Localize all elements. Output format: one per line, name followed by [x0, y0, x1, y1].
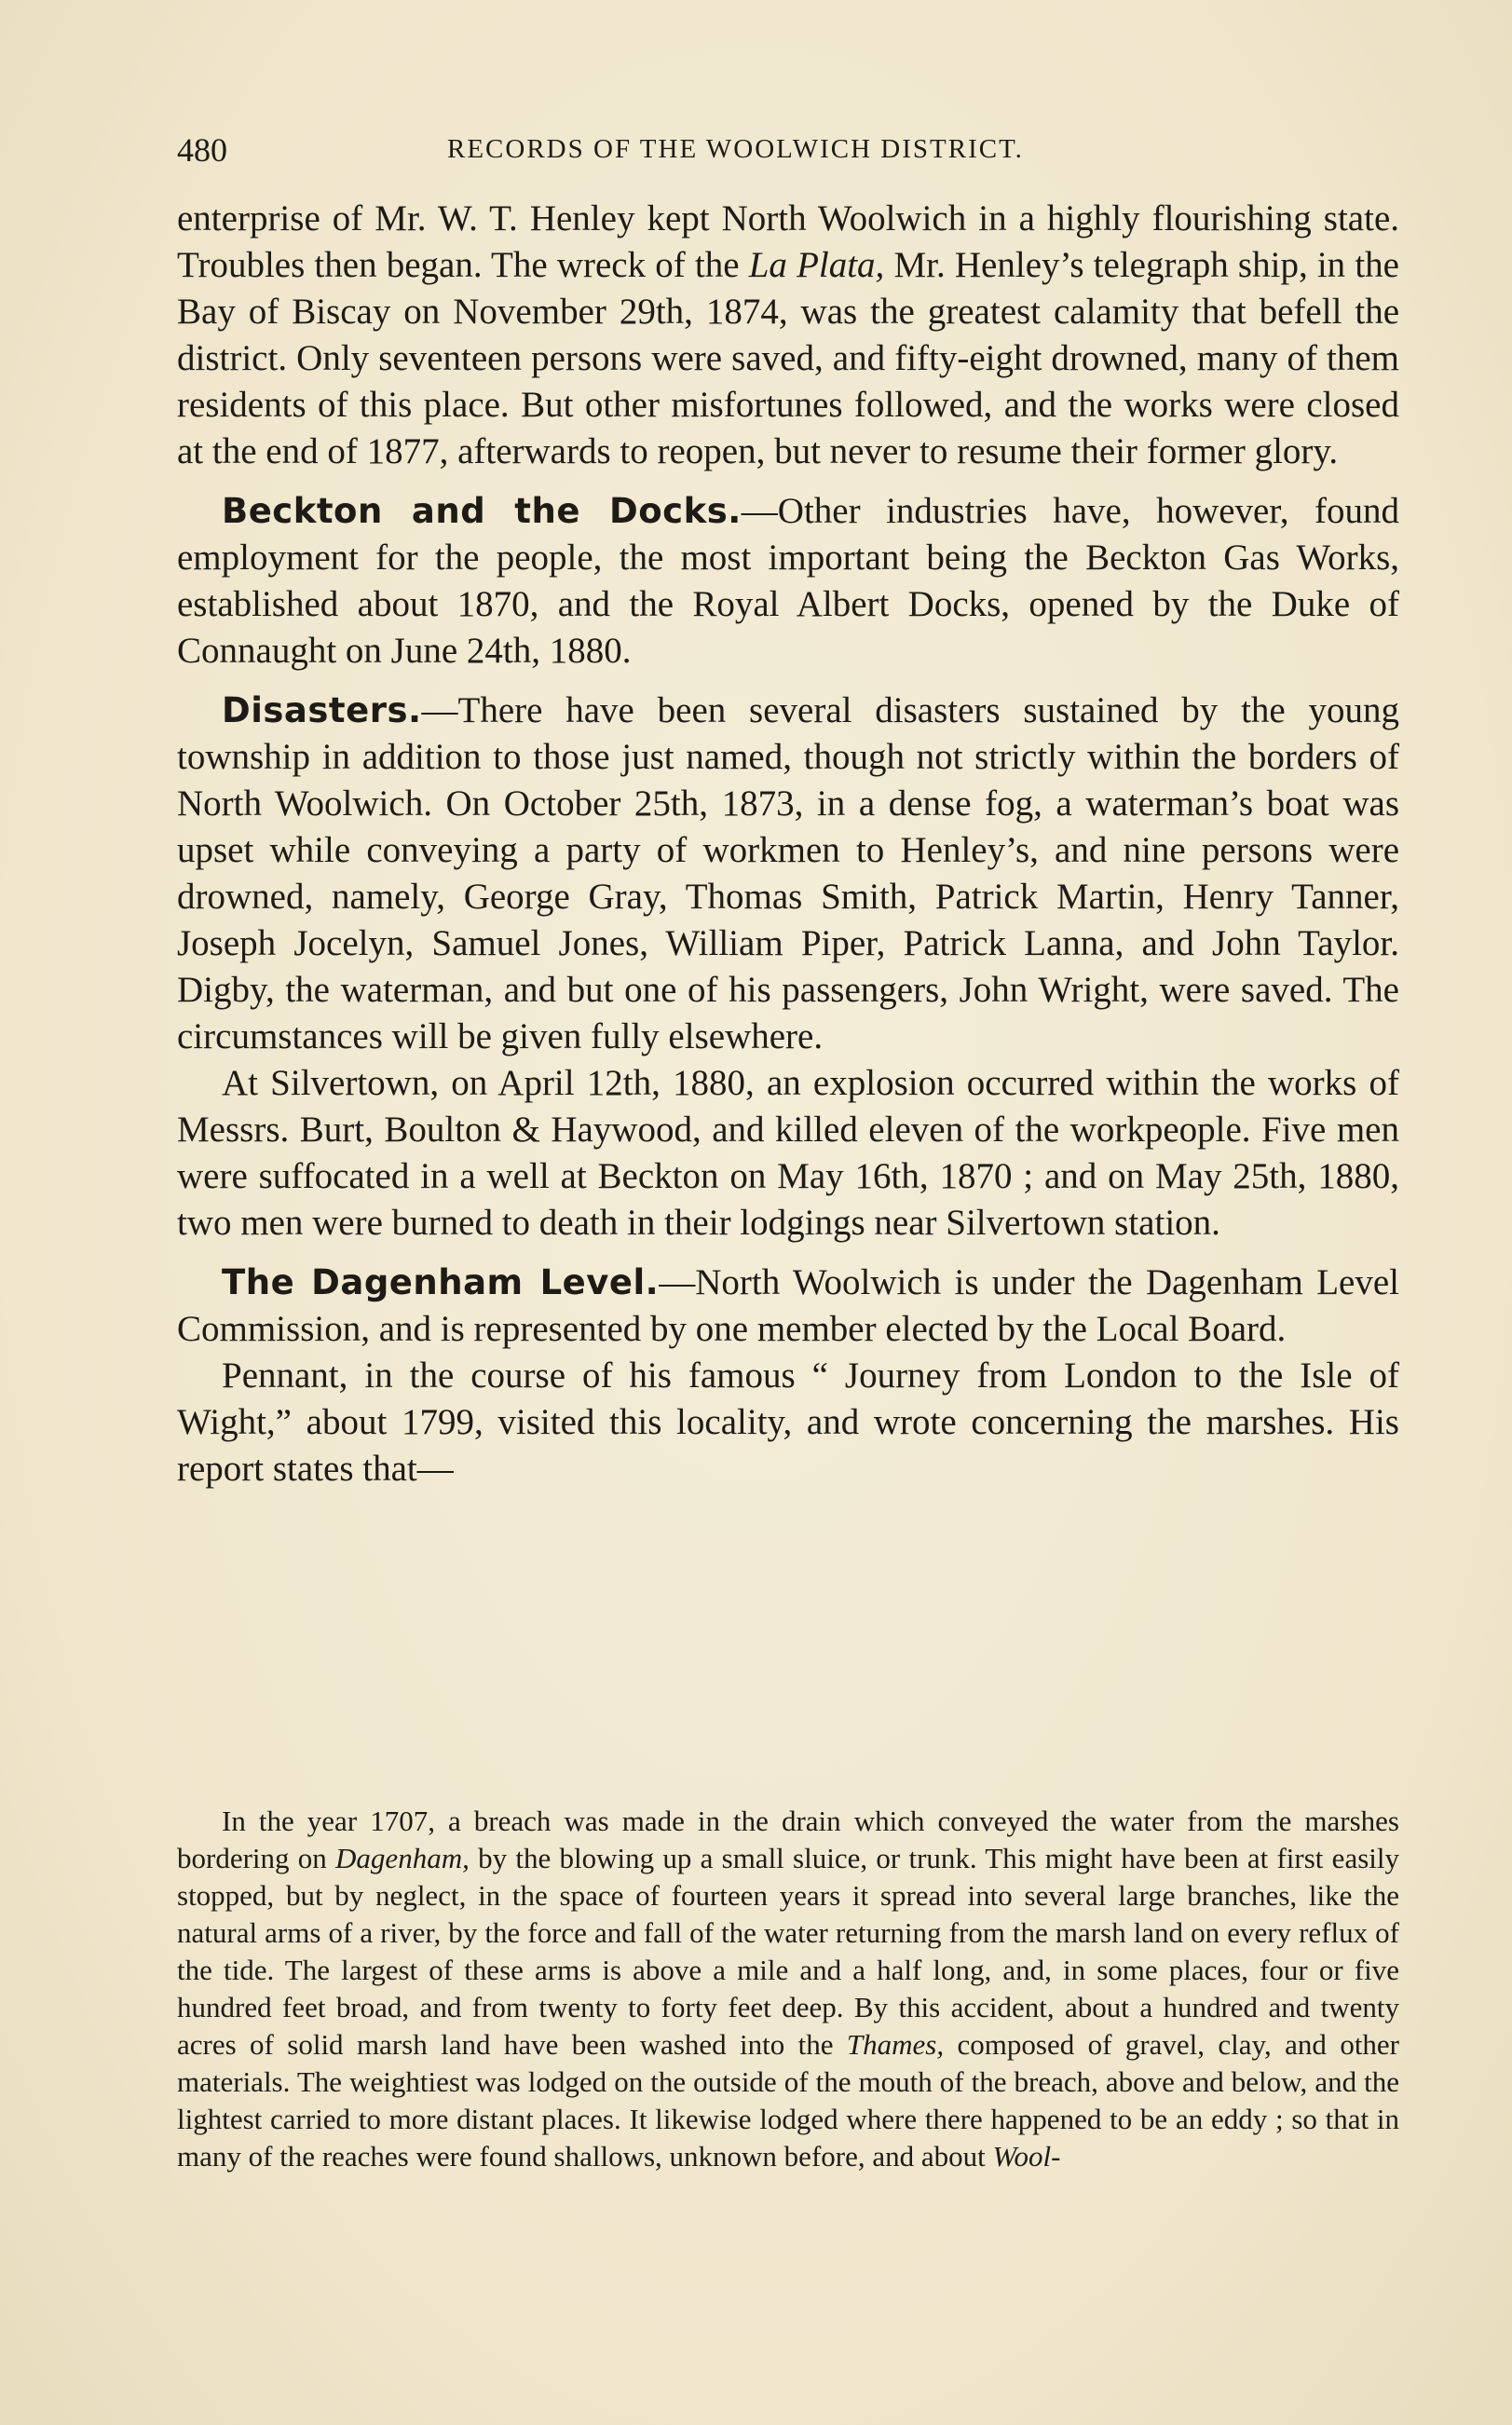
paragraph-beckton: Beckton and the Docks.—Other industries have, however, found employment for the people, the most important being the Beckton Gas Works, established about 1870, and the Royal Albert Docks, opened by the Duke of Connaught on June 24th, 1880.: [177, 491, 1399, 671]
place-name-thames: Thames,: [846, 2028, 945, 2061]
paragraph-dagenham: The Dagenham Level.—North Woolwich is under the Dagenham Level Commission, and is represented by one member elected by the Local Board.: [177, 1262, 1399, 1349]
place-name-wool: Wool-: [992, 2140, 1061, 2173]
page-number: 480: [177, 131, 227, 169]
section-heading-beckton: Beckton and the Docks.: [222, 491, 742, 531]
section-heading-disasters: Disasters.: [222, 690, 422, 730]
page-header: [177, 130, 1407, 177]
main-text: [177, 196, 1399, 1492]
paragraph-pennant: Pennant, in the course of his famous “ Journey from London to the Isle of Wight,” about 1799, visited this locality, and wrote concerning the marshes. His report states that—: [177, 1356, 1399, 1489]
running-head: RECORDS OF THE WOOLWICH DISTRICT.: [447, 134, 1024, 164]
section-heading-dagenham: The Dagenham Level.: [222, 1262, 660, 1302]
paragraph-disasters: Disasters.—There have been several disasters sustained by the young township in addition to those just named, though not strictly within the borders of North Woolwich. On October 25th, 1873, in a dense fog, a waterman’s boat was upset while conveying a party of workmen to Henley’s, and nine persons were drowned, namely, George Gray, Thomas Smith, Patrick Martin, Henry Tanner, Joseph Jocelyn, Samuel Jones, William Piper, Patrick Lanna, and John Taylor. Digby, the waterman, and but one of his passengers, John Wright, were saved. The circumstances will be given fully elsewhere.: [177, 690, 1399, 1056]
paragraph-silvertown: At Silvertown, on April 12th, 1880, an explosion occurred within the works of Messrs. Burt, Boulton & Haywood, and killed eleven of the workpeople. Five men were suffocated in a well at Beckton on May 16th, 1870 ; and on May 25th, 1880, two men were burned to death in their lodgings near Silvertown station.: [177, 1063, 1399, 1243]
paragraph-henley: enterprise of Mr. W. T. Henley kept North Woolwich in a highly flourishing state. Troubles then began. The wreck of the La Plata, Mr. Henley’s telegraph ship, in the Bay of Biscay on November 29th, 1874, was the greatest calamity that befell the district. Only seventeen persons were saved, and fifty-eight drowned, many of them residents of this place. But other misfortunes followed, and the works were closed at the end of 1877, afterwards to reopen, but never to resume their former glory.: [177, 198, 1399, 471]
block-quote-pennant: In the year 1707, a breach was made in the drain which conveyed the water from the marshes bordering on Dagenham, by the blowing up a small sluice, or trunk. This might have been at first easily stopped, but by neglect, in the space of fourteen years it spread into several large branches, like the natural arms of a river, by the force and fall of the water returning from the marsh land on every reflux of the tide. The largest of these arms is above a mile and a half long, and, in some places, four or five hundred feet broad, and from twenty to forty feet deep. By this accident, about a hundred and twenty acres of solid marsh land have been washed into the Thames, composed of gravel, clay, and other materials. The weightiest was lodged on the outside of the mouth of the breach, above and below, and the lightest carried to more distant places. It likewise lodged where there happened to be an eddy ; so that in many of the reaches were found shallows, unknown before, and about Wool-: [177, 1805, 1400, 2173]
place-name-dagenham: Dagenham,: [335, 1842, 470, 1874]
ship-name-la-plata: La Plata,: [748, 245, 885, 285]
